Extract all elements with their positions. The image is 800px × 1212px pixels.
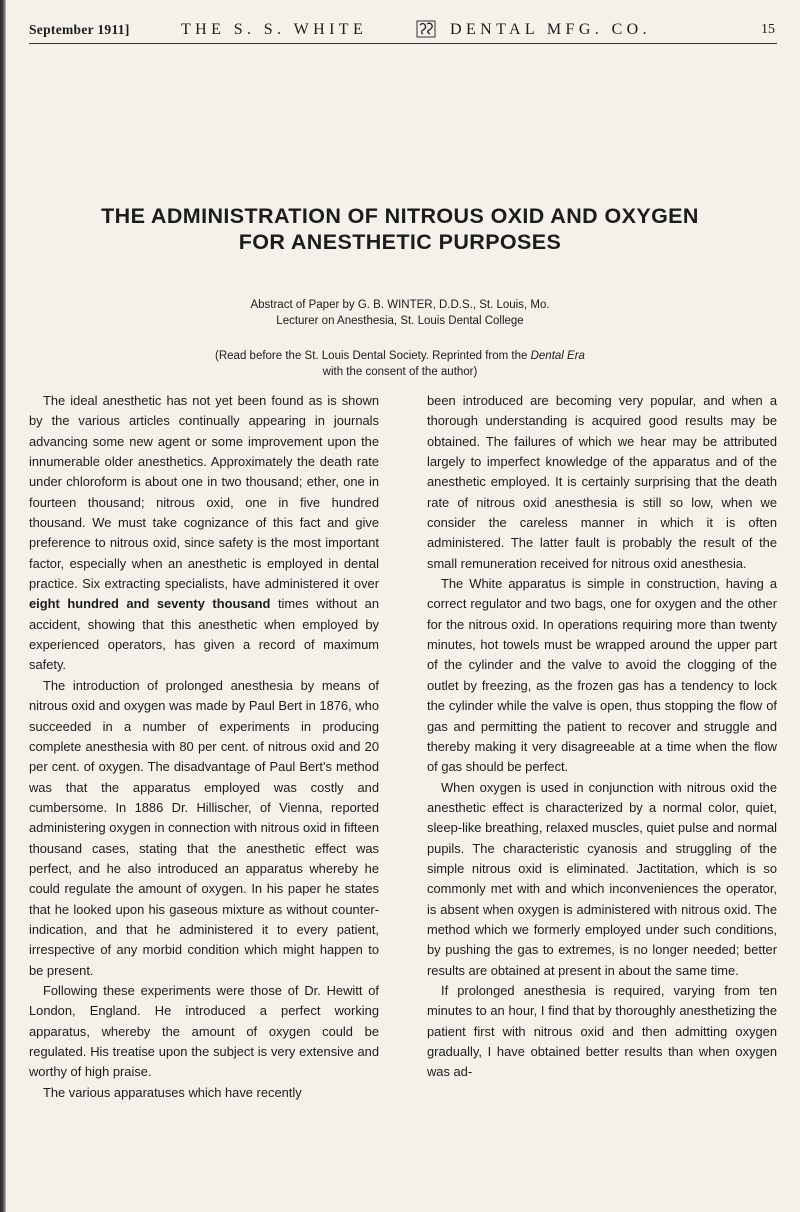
article-title-line1: THE ADMINISTRATION OF NITROUS OXID AND OXYGEN bbox=[101, 204, 699, 228]
header-rule bbox=[29, 43, 777, 44]
page-number: 15 bbox=[761, 22, 775, 37]
publisher-name-part1: THE S. S. WHITE bbox=[181, 21, 368, 38]
journal-name: Dental Era bbox=[530, 350, 585, 362]
running-head bbox=[29, 22, 775, 52]
article-title-line2: FOR ANESTHETIC PURPOSES bbox=[238, 230, 562, 254]
byline bbox=[0, 297, 800, 329]
paragraph: The White apparatus is simple in construction, having a correct regulator and two bags, one for oxygen and the other for the nitrous oxid. In operations requiring more than twenty minutes, hot towels must be wrapped around the upper part of the cylinder and the valve to avoid the clogging of the outlet by freezing, as the frozen gas has a tendency to lock the cylinder while the valve is open, thus stopping the flow of gas and permitting the patient to recover and struggle and thereby making it very disagreeable at a time when the flow of gas should be perfect. bbox=[427, 576, 777, 775]
paragraph: When oxygen is used in conjunction with nitrous oxid the anesthetic effect is characterized by a normal color, quiet, sleep-like breathing, relaxed muscles, quiet pulse and normal pupils. The characteristic cyanosis and struggling of the simple nitrous oxid is eliminated. Jactitation, which is so commonly met with and which inconveniences the operator, is absent when oxygen is administered with nitrous oxid. The method which we formerly employed under such conditions, by pushing the gas to extremes, is no longer needed; better results are obtained at present in about the same time. bbox=[427, 779, 777, 978]
paragraph: been introduced are becoming very popular, and when a thorough understanding is acquired good results may be obtained. The failures of which we hear may be attributed largely to imperfect knowledge of the apparatus and of the anesthetic employed. It is certainly surprising that the death rate of nitrous oxid anesthesia is still so low, when we consider the careless manner in which it is often administered. The latter fault is probably the result of the small remuneration received for nitrous oxid anesthesia. bbox=[427, 393, 777, 571]
reprint-note bbox=[0, 348, 800, 380]
page-binding-edge bbox=[0, 0, 6, 1212]
author-line: Abstract of Paper by G. B. WINTER, D.D.S., St. Louis, Mo. bbox=[250, 299, 550, 311]
reprint-note-text: (Read before the St. Louis Dental Society. Reprinted from the bbox=[215, 350, 531, 362]
paragraph: The various apparatuses which have recently bbox=[43, 1084, 302, 1100]
ssw-monogram-icon bbox=[416, 20, 436, 38]
paragraph: Following these experiments were those of Dr. Hewitt of London, England. He introduced a perfect working apparatus, whereby the amount of oxygen could be regulated. His treatise upon the subject is very extensive and worthy of high praise. bbox=[29, 982, 379, 1080]
article-title bbox=[0, 203, 800, 255]
paragraph: If prolonged anesthesia is required, varying from ten minutes to an hour, I find that by thoroughly anesthetizing the patient first with nitrous oxid and then admitting oxygen gradually, I have obtained better results than when oxygen was ad- bbox=[427, 982, 777, 1080]
lecturer-line: Lecturer on Anesthesia, St. Louis Dental College bbox=[276, 315, 524, 327]
reprint-note-line2: with the consent of the author) bbox=[322, 366, 478, 378]
publisher-name-part2: DENTAL MFG. CO. bbox=[450, 21, 652, 38]
paragraph: The introduction of prolonged anesthesia by means of nitrous oxid and oxygen was made by Paul Bert in 1876, who succeeded in a number of experiments in producing complete anesthesia with 80 per cent. of nitrous oxid and 20 per cent. of oxygen. The disadvantage of Paul Bert's method was that the apparatus employed was costly and cumbersome. In 1886 Dr. Hillischer, of Vienna, reported administering oxygen in connection with nitrous oxid in fifteen thousand cases, stating that the anesthetic effect was perfect, and he also introduced an apparatus whereby he could regulate the amount of oxygen. In his paper he states that he looked upon his gaseous mixture as without counter-indication, and that he administered it to every patient, irrespective of any morbid condition which might happen to be present. bbox=[29, 677, 379, 978]
issue-date: September 1911] bbox=[29, 22, 130, 37]
emphasis-count: eight hundred and seventy thousand bbox=[29, 596, 271, 612]
left-column bbox=[29, 391, 379, 1103]
paragraph: The ideal anesthetic has not yet been found as is shown by the various articles continually appearing in journals advancing some new agent or some improvement upon the innumerable older anesthetics. Approximately the death rate under chloroform is about one in two thousand; ether, one in fourteen thousand; nitrous oxid, one in five hundred thousand. We must take cognizance of this fact and give preference to nitrous oxid, since safety is the most important factor, especially when an anesthetic is employed in dental practice. Six extracting specialists, have administered it over eight hundred and seventy thousand times without an accident, showing that this anesthetic when employed by experienced operators, has given a record of maximum safety. bbox=[29, 393, 379, 673]
right-column bbox=[427, 391, 777, 1083]
